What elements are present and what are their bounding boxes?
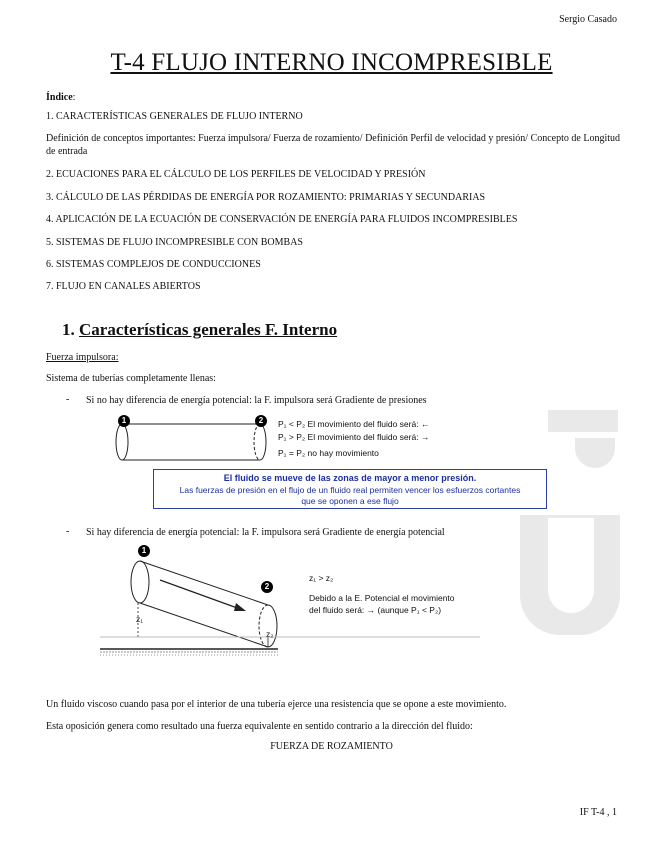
- marker-2-circle: [261, 581, 273, 593]
- page-number: IF T-4 , 1: [579, 807, 617, 818]
- marker-2-label: 2: [258, 416, 264, 425]
- closing-paragraph-1: Un fluido viscoso cuando pasa por el interior de una tubería ejerce una resistencia que se opone a este movimiento.: [46, 699, 507, 710]
- potential-note-1: Debido a la E. Potencial el movimiento: [309, 593, 455, 603]
- closing-paragraph-2: Esta oposición genera como resultado una fuerza equivalente en sentido contrario a la dirección del fluido:: [46, 721, 473, 732]
- box-line-3: que se oponen a ese flujo: [301, 496, 399, 506]
- section-heading: [62, 320, 337, 340]
- box-line-2: Las fuerzas de presión en el flujo de un fluido real permiten vencer los esfuerzos cortantes: [179, 484, 521, 495]
- intro-text: Sistema de tuberías completamente llenas:: [46, 373, 216, 384]
- fuerza-rozamiento-label: FUERZA DE ROZAMIENTO: [270, 741, 393, 752]
- marker-1-circle: [138, 545, 150, 557]
- page-title: T-4 FLUJO INTERNO INCOMPRESIBLE: [110, 49, 553, 76]
- index-label: Índice: [46, 92, 73, 103]
- index-item-1: 1. CARACTERÍSTICAS GENERALES DE FLUJO INTERNO: [46, 111, 303, 122]
- index-item-5: 5. SISTEMAS DE FLUJO INCOMPRESIBLE CON BOMBAS: [46, 237, 303, 248]
- height-condition: z₁ > z₂: [309, 573, 334, 583]
- marker-2-label: 2: [264, 582, 270, 591]
- index-colon: :: [72, 92, 76, 103]
- z1-label: z₁: [136, 614, 144, 624]
- bullet-2-text: Si hay diferencia de energía potencial: la F. impulsora será Gradiente de energía potencial: [86, 527, 445, 538]
- pressure-condition-2: P₁ > P₂ El movimiento del fluido será: →: [278, 432, 430, 442]
- index-item-7: 7. FLUJO EN CANALES ABIERTOS: [46, 281, 201, 292]
- author-name: Sergio Casado: [559, 14, 617, 25]
- watermark-shape: [548, 518, 594, 613]
- bullet-1-text: Si no hay diferencia de energía potencial: la F. impulsora será Gradiente de presiones: [86, 395, 427, 406]
- pressure-condition-1: P₁ < P₂ El movimiento del fluido será: ←: [278, 419, 430, 429]
- watermark-shape: [575, 438, 615, 468]
- pressure-note-box: [153, 469, 547, 509]
- section-number: 1.: [62, 320, 75, 339]
- index-item-1-details: Definición de conceptos importantes: Fuerza impulsora/ Fuerza de rozamiento/ Definición Perfil de velocidad y presión/ Concepto de Longitud de entrada: [46, 133, 620, 157]
- pressure-condition-3: P₁ = P₂ no hay movimiento: [278, 448, 379, 458]
- index-item-3: 3. CÁLCULO DE LAS PÉRDIDAS DE ENERGÍA POR ROZAMIENTO: PRIMARIAS Y SECUNDARIAS: [46, 192, 486, 203]
- marker-1-label: 1: [121, 416, 127, 425]
- index-heading: [46, 91, 75, 104]
- bullet-dash: -: [66, 526, 70, 537]
- section-title: Características generales F. Interno: [79, 320, 338, 339]
- index-item-6: 6. SISTEMAS COMPLEJOS DE CONDUCCIONES: [46, 259, 261, 270]
- index-item-4: 4. APLICACIÓN DE LA ECUACIÓN DE CONSERVACIÓN DE ENERGÍA PARA FLUIDOS INCOMPRESIBLES: [46, 214, 518, 225]
- marker-1-label: 1: [141, 546, 147, 555]
- watermark-shape: [548, 410, 618, 432]
- marker-2-circle: [255, 415, 267, 427]
- subheading-fuerza-impulsora: Fuerza impulsora:: [46, 352, 119, 363]
- box-line-1: El fluido se mueve de las zonas de mayor a menor presión.: [223, 473, 477, 483]
- bullet-dash: -: [66, 394, 70, 405]
- z2-label: z₂: [266, 629, 274, 639]
- index-item-2: 2. ECUACIONES PARA EL CÁLCULO DE LOS PERFILES DE VELOCIDAD Y PRESIÓN: [46, 169, 426, 180]
- potential-note-2: del fluido será: → (aunque P₁ < P₂): [309, 605, 442, 615]
- marker-1-circle: [118, 415, 130, 427]
